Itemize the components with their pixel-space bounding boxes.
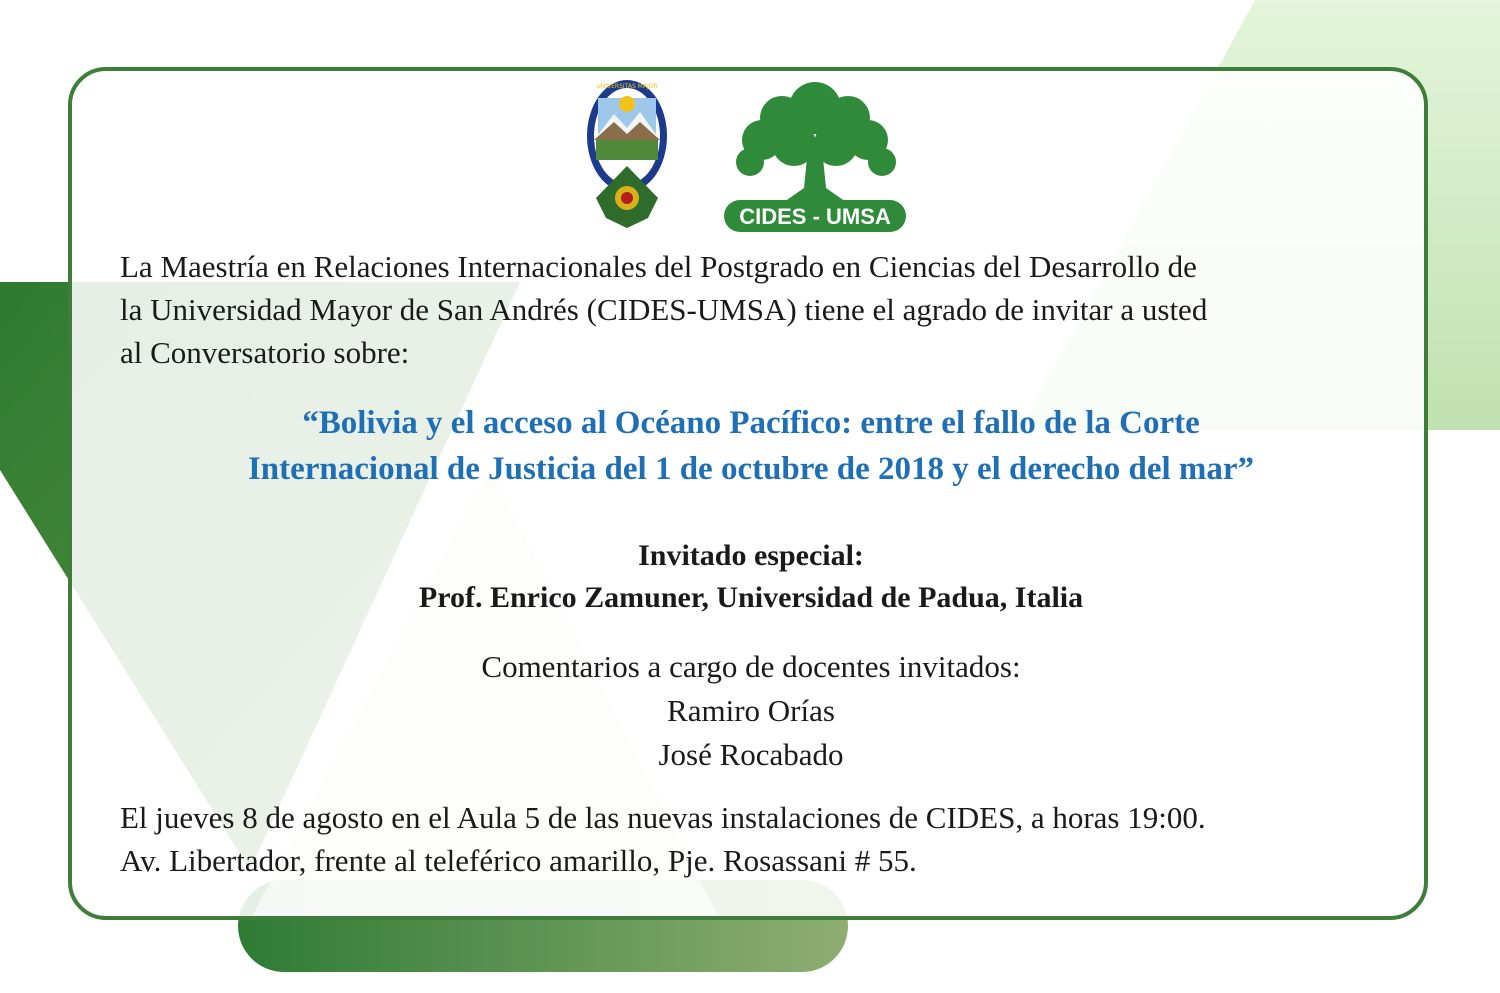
event-details <box>120 796 1382 882</box>
guest-label: Invitado especial: <box>638 539 864 572</box>
intro-paragraph <box>120 245 1382 374</box>
cides-umsa-logo <box>722 78 908 232</box>
commentator-name: José Rocabado <box>658 737 844 772</box>
guest-name: Prof. Enrico Zamuner, Universidad de Padua, Italia <box>418 581 1084 614</box>
intro-line: la Universidad Mayor de San Andrés (CIDES-UMSA) tiene el agrado de invitar a usted <box>120 292 1208 327</box>
cides-logo-label: CIDES - UMSA <box>739 204 891 229</box>
comments-section <box>120 645 1382 777</box>
event-date-line: El jueves 8 de agosto en el Aula 5 de las nuevas instalaciones de CIDES, a horas 19:00. <box>120 800 1206 835</box>
event-address-line: Av. Libertador, frente al teleférico amarillo, Pje. Rosassani # 55. <box>120 843 917 878</box>
umsa-seal-text: UNIVERSITAS MAJOR <box>596 83 658 90</box>
comments-label: Comentarios a cargo de docentes invitados: <box>481 649 1021 684</box>
commentator-name: Ramiro Orías <box>667 693 835 728</box>
intro-line: al Conversatorio sobre: <box>120 335 410 370</box>
topic-line: Internacional de Justicia del 1 de octubre de 2018 y el derecho del mar” <box>247 451 1255 487</box>
intro-line: La Maestría en Relaciones Internacionales del Postgrado en Ciencias del Desarrollo de <box>120 249 1197 284</box>
topic-line: “Bolivia y el acceso al Océano Pacífico: entre el fallo de la Corte <box>302 405 1200 441</box>
event-topic <box>120 400 1382 492</box>
umsa-seal-logo <box>584 78 670 230</box>
